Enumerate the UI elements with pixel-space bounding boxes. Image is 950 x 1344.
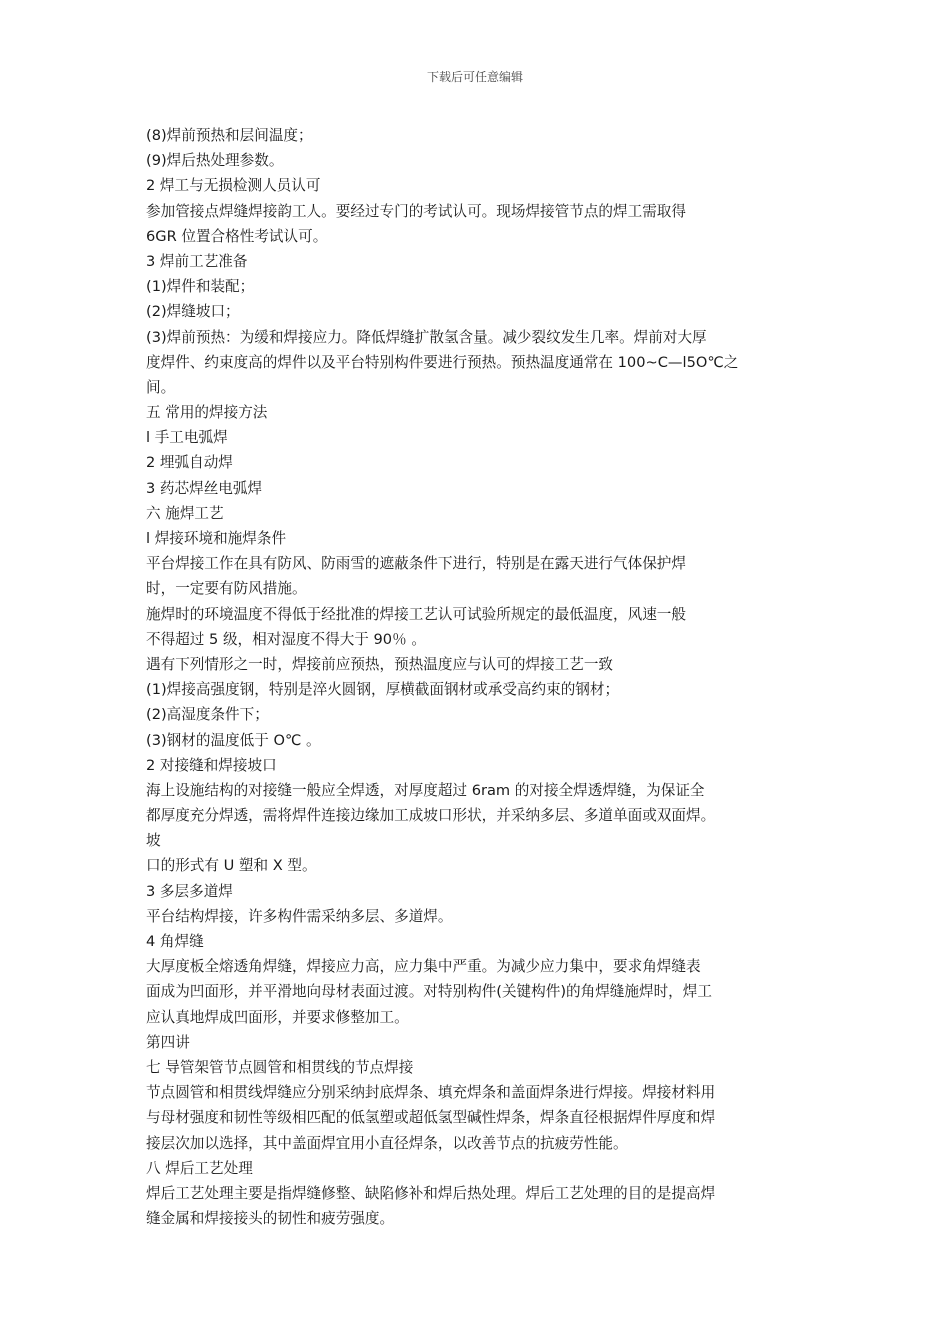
section-heading: 4 角焊缝 — [146, 933, 204, 950]
section-heading: 五 常用的焊接方法 — [146, 404, 268, 422]
text-line: l 手工电弧焊 — [146, 429, 228, 447]
text-line: (2)焊缝坡口； — [146, 303, 240, 321]
text-line: 都厚度充分焊透，需将焊件连接边缘加工成坡口形状，并采纳多层、多道单面或双面焊。 — [146, 807, 716, 825]
section-heading: 八 焊后工艺处理 — [146, 1159, 253, 1177]
page-header: 下载后可任意编辑 — [426, 70, 523, 84]
text-line: 平台结构焊接，许多构件需采纳多层、多道焊。 — [146, 907, 453, 925]
text-line: (1)焊接高强度钢，特别是淬火圆钢，厚横截面钢材或承受高约束的钢材； — [146, 681, 620, 699]
text-line: 缝金属和焊接接头的韧性和疲劳强度。 — [146, 1210, 395, 1228]
text-line: 与母材强度和韧性等级相匹配的低氢塑或超低氢型碱性焊条，焊条直径根据焊件厚度和焊 — [146, 1109, 716, 1127]
text-line: (3)焊前预热：为缓和焊接应力。降低焊缝扩散氢含量。减少裂纹发生几率。焊前对大厚 — [146, 328, 707, 346]
text-line: 间。 — [146, 378, 176, 396]
text-line: 坡 — [146, 832, 161, 850]
text-line: 接层次加以选择，其中盖面焊宜用小直径焊条，以改善节点的抗疲劳性能。 — [146, 1134, 628, 1152]
text-line: 施焊时的环境温度不得低于经批准的焊接工艺认可试验所规定的最低温度，风速一般 — [146, 605, 686, 623]
text-line: (8)焊前预热和层间温度； — [146, 127, 313, 144]
text-line: 度焊件、约束度高的焊件以及平台特别构件要进行预热。预热温度通常在 100~C—l5O℃之 — [146, 353, 739, 371]
text-line: (3)钢材的温度低于 O℃ 。 — [146, 731, 321, 749]
text-line: 3 药芯焊丝电弧焊 — [146, 479, 263, 497]
section-heading: 3 多层多道焊 — [146, 882, 233, 900]
text-line: 不得超过 5 级，相对湿度不得大于 90％ 。 — [146, 630, 426, 648]
text-line: 焊后工艺处理主要是指焊缝修整、缺陷修补和焊后热处理。焊后工艺处理的目的是提高焊 — [146, 1184, 716, 1202]
document-body — [146, 123, 811, 1231]
section-heading: 3 焊前工艺准备 — [146, 252, 248, 270]
text-line: 口的形式有 U 塑和 X 型。 — [146, 857, 317, 875]
text-line: (9)焊后热处理参数。 — [146, 152, 284, 170]
text-line: (2)高湿度条件下； — [146, 706, 269, 724]
text-line: 应认真地焊成凹面形，并要求修整加工。 — [146, 1008, 409, 1026]
text-line: 大厚度板全熔透角焊缝，焊接应力高，应力集中严重。为减少应力集中，要求角焊缝表 — [146, 958, 701, 976]
text-line: 参加管接点焊缝焊接韵工人。要经过专门的考试认可。现场焊接管节点的焊工需取得 — [146, 202, 686, 220]
text-line: 2 埋弧自动焊 — [146, 454, 233, 472]
text-line: (1)焊件和装配； — [146, 278, 255, 296]
section-heading: 七 导管架管节点圆管和相贯线的节点焊接 — [146, 1058, 414, 1076]
section-heading: 第四讲 — [146, 1033, 190, 1051]
text-line: 时，一定要有防风措施。 — [146, 580, 307, 598]
text-line: 遇有下列情形之一时，焊接前应预热，预热温度应与认可的焊接工艺一致 — [146, 655, 614, 673]
text-line: 面成为凹面形，并平滑地向母材表面过渡。对特别构件(关键构件)的角焊缝施焊时，焊工 — [146, 983, 712, 1001]
text-line: 6GR 位置合格性考试认可。 — [146, 227, 328, 245]
text-line: 节点圆管和相贯线焊缝应分别采纳封底焊条、填充焊条和盖面焊条进行焊接。焊接材料用 — [146, 1084, 716, 1102]
text-line: 平台焊接工作在具有防风、防雨雪的遮蔽条件下进行，特别是在露天进行气体保护焊 — [146, 555, 686, 573]
section-heading: 2 对接缝和焊接坡口 — [146, 756, 277, 774]
section-heading: 六 施焊工艺 — [146, 504, 224, 522]
section-heading: l 焊接环境和施焊条件 — [146, 530, 287, 547]
text-line: 海上设施结构的对接缝一般应全焊透，对厚度超过 6ram 的对接全焊透焊缝，为保证全 — [146, 781, 705, 799]
section-heading: 2 焊工与无损检测人员认可 — [146, 177, 321, 195]
